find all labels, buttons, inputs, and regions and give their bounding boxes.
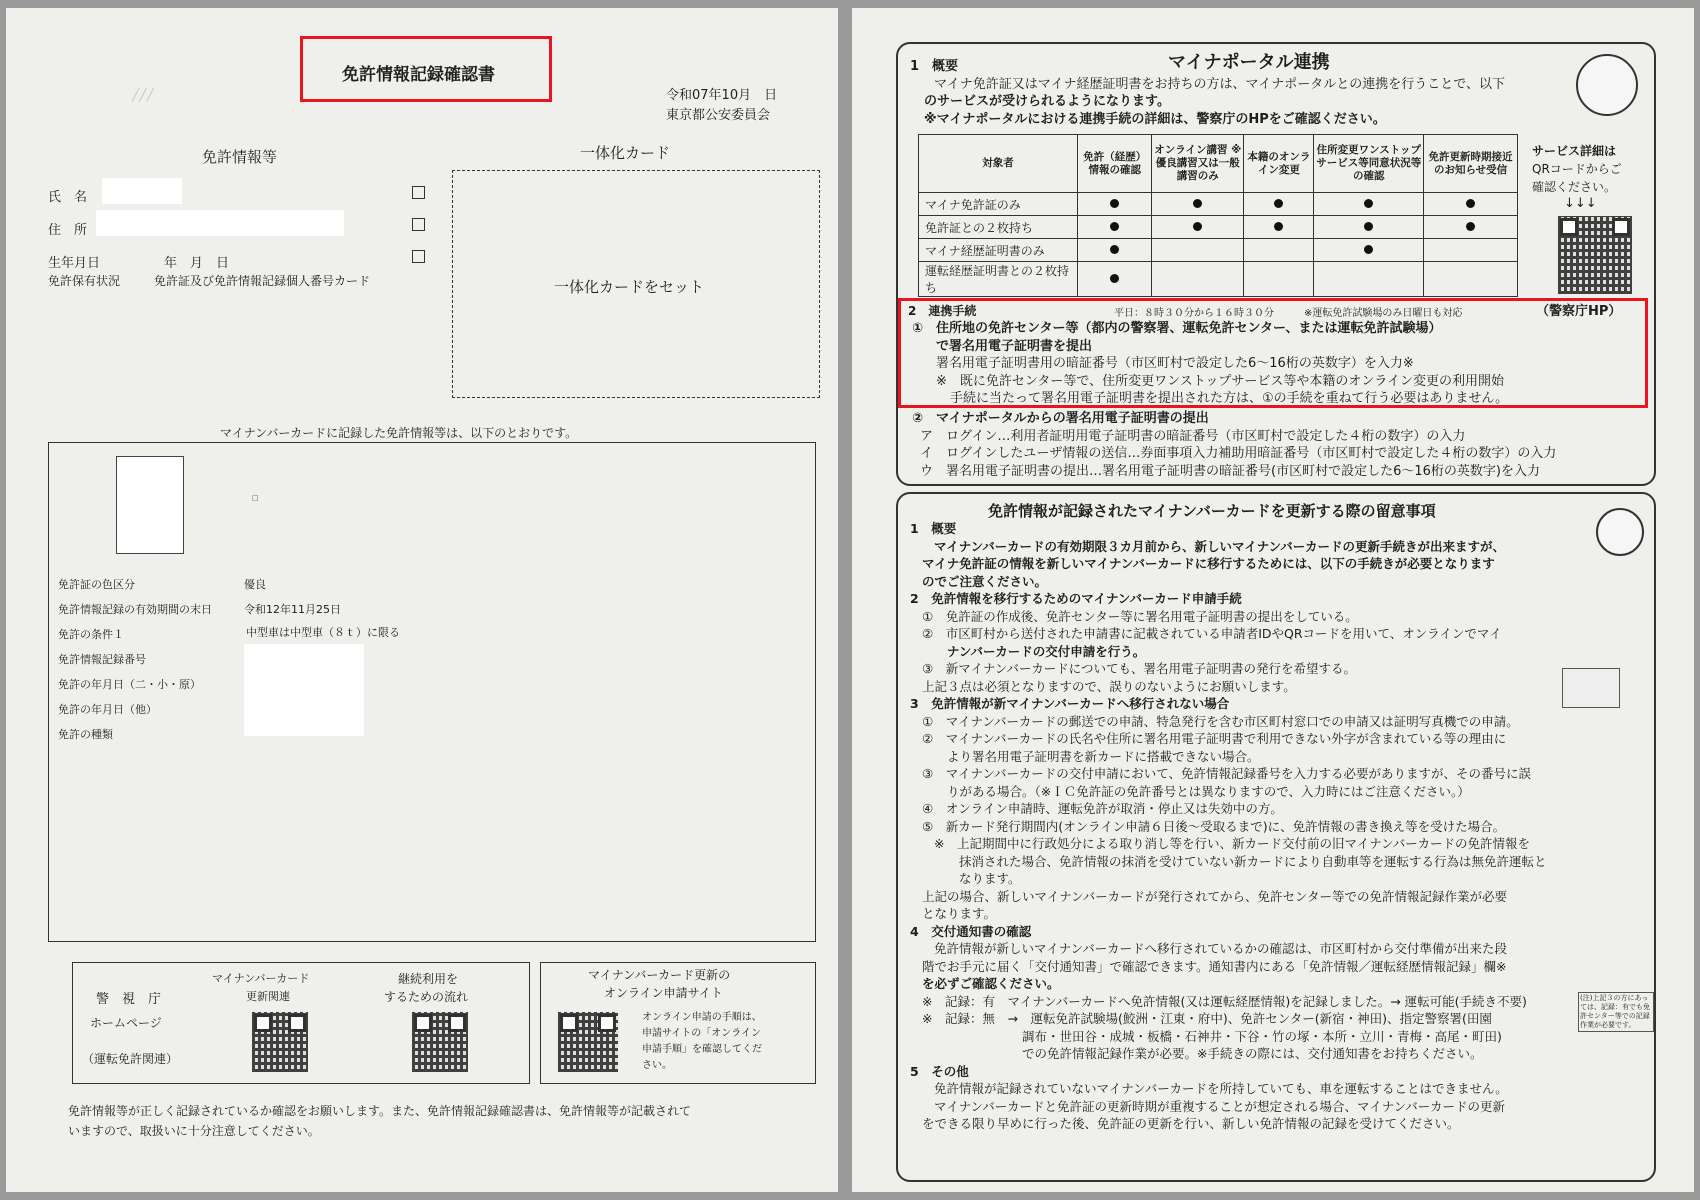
table-cell	[1314, 216, 1424, 239]
procedure-substep: ア ログイン…利用者証明用電子証明書の暗証番号（市区町村で設定した４桁の数字）の入力	[920, 428, 1466, 444]
note-line: での免許情報記録作業が必要。※手続きの際には、交付通知書をお持ちください。	[922, 1046, 1483, 1061]
qr-arrows: ↓↓↓	[1564, 196, 1597, 211]
qr-code-renewal[interactable]	[252, 1012, 308, 1072]
record-value: 令和12年11月25日	[244, 603, 341, 616]
available-dot-icon	[1364, 199, 1373, 208]
small-note: (注)上記３の方にあっては、記録：有でも免許センター等での記録作業が必要です。	[1578, 992, 1654, 1032]
note-line: 階でお手元に届く「交付通知書」で確認できます。通知書内にある「免許情報／運転経歴情報記録」欄※	[922, 958, 1507, 974]
note-line: となります。	[922, 906, 997, 921]
online-note: オンライン申請の手順は、	[642, 1012, 762, 1023]
bottom-note-1: 免許情報等が正しく記録されているか確認をお願いします。また、免許情報記録確認書は、免許情報等が記載されて	[68, 1104, 692, 1118]
table-header: オンライン講習 ※優良講習又は一般講習のみ	[1152, 135, 1244, 193]
card-set-text: 一体化カードをセット	[554, 278, 705, 296]
name-label: 氏 名	[48, 190, 88, 205]
qr2-title-2: するための流れ	[384, 990, 469, 1004]
procedure-note: 手続に当たって署名用電子証明書を提出された方は、①の手続を重ねて行う必要はありません。	[950, 391, 1509, 406]
online-site-title-2: オンライン申請サイト	[604, 986, 723, 1000]
bleed-through-text: ╱╱╱	[132, 88, 154, 102]
office-illustration-icon	[1562, 668, 1620, 708]
table-cell	[1152, 193, 1244, 216]
record-value: 中型車は中型車（８ｔ）に限る	[246, 626, 400, 639]
renewal-notes-title: 免許情報が記録されたマイナンバーカードを更新する際の留意事項	[988, 502, 1436, 520]
license-record-confirmation-sheet	[6, 8, 838, 1192]
qr-note-2: QRコードからご	[1532, 162, 1622, 176]
highlight-box-procedure	[898, 298, 1648, 408]
table-header: 住所変更ワンストップサービス等同意状況等の確認	[1314, 135, 1424, 193]
record-label: 免許証の色区分	[58, 578, 135, 591]
table-row	[919, 262, 1518, 297]
table-row-label: 免許証との２枚持ち	[919, 216, 1078, 239]
table-cell	[1152, 239, 1244, 262]
table-cell	[1424, 262, 1518, 297]
table-cell	[1244, 262, 1314, 297]
status-label: 免許保有状況	[48, 274, 121, 288]
homepage-label: ホームページ	[90, 1016, 162, 1030]
table-row	[919, 239, 1518, 262]
note-line-emphasis: を必ずご確認ください。	[922, 976, 1060, 991]
note-line-emphasis: のでご注意ください。	[922, 573, 1048, 589]
note-line: ② 市区町村から送付された申請書に記載されている申請者IDやQRコードを用いて、オンラインでマイ	[922, 626, 1502, 641]
qr1-title-2: 更新関連	[246, 990, 290, 1003]
procedure-substep: ウ 署名用電子証明書の提出…署名用電子証明書の暗証番号(市区町村で設定した6～16桁の英数字)を入力	[920, 463, 1540, 479]
record-value: 優良	[244, 578, 266, 591]
police-org: 警 視 庁	[96, 992, 162, 1007]
note-line: ③ マイナンバーカードの交付申請において、免許情報記録番号を入力する必要がありますが、その番号に誤	[922, 766, 1531, 781]
table-cell	[1078, 262, 1152, 297]
available-dot-icon	[1466, 199, 1475, 208]
table-header: 対象者	[919, 135, 1078, 193]
portal-submission-block	[912, 410, 1642, 480]
procedure-step: で署名用電子証明書を提出	[936, 338, 1093, 354]
qr-code-continued-use[interactable]	[412, 1012, 468, 1072]
status-value: 免許証及び免許情報記録個人番号カード	[154, 274, 371, 288]
issuer: 東京都公安委員会	[666, 108, 771, 123]
procedure-note: ※ 既に免許センター等で、住所変更ワンストップサービス等や本籍のオンライン変更の利用開始	[936, 373, 1504, 389]
table-cell	[1314, 239, 1424, 262]
record-intro: マイナンバーカードに記録した免許情報等は、以下のとおりです。	[220, 426, 578, 440]
overview-note: ※マイナポータルにおける連携手続の詳細は、警察庁のHPをご確認ください。	[924, 111, 1386, 127]
overview-line: のサービスが受けられるようになります。	[924, 94, 1170, 109]
note-line: ② マイナンバーカードの氏名や住所に署名用電子証明書で利用できない外字が含まれている等の理由に	[922, 731, 1507, 746]
note-line: 抹消された場合、免許情報の抹消を受けていない新カードにより自動車等を運転する行為は無免許運転と	[934, 853, 1547, 869]
available-dot-icon	[1110, 199, 1119, 208]
table-header: 免許（経歴）情報の確認	[1078, 135, 1152, 193]
birth-check-box	[412, 250, 425, 263]
record-label: 免許情報記録番号	[58, 653, 146, 666]
table-cell	[1314, 193, 1424, 216]
table-row-label: マイナ免許証のみ	[919, 193, 1078, 216]
myna-portal-title: マイナポータル連携	[1168, 52, 1330, 73]
available-dot-icon	[1110, 222, 1119, 231]
note-line-emphasis: 2 免許情報を移行するためのマイナンバーカード申請手続	[910, 591, 1242, 606]
table-cell	[1152, 216, 1244, 239]
procedure-step: ① 住所地の免許センター等（都内の警察署、運転免許センター、または運転免許試験場）	[912, 321, 1442, 336]
record-label: 免許の条件１	[58, 628, 124, 641]
table-row-label: マイナ経歴証明書のみ	[919, 239, 1078, 262]
note-line: ① マイナンバーカードの郵送での申請、特急発行を含む市区町村窓口での申請又は証明写真機での申請。	[922, 713, 1519, 729]
qr-caption: （警察庁HP）	[1536, 304, 1622, 319]
record-label: 免許の年月日（他）	[58, 703, 157, 716]
redacted-record-values	[244, 644, 364, 736]
birth-value: 年 月 日	[164, 256, 230, 271]
table-cell	[1424, 216, 1518, 239]
table-cell	[1078, 239, 1152, 262]
homepage-sub: （運転免許関連）	[82, 1052, 179, 1066]
table-cell	[1152, 262, 1244, 297]
bottom-note-2: いますので、取扱いに十分注意してください。	[68, 1124, 320, 1138]
table-header: 本籍のオンライン変更	[1244, 135, 1314, 193]
table-cell	[1424, 239, 1518, 262]
available-dot-icon	[1364, 245, 1373, 254]
table-header: 免許更新時期接近のお知らせ受信	[1424, 135, 1518, 193]
note-line: ※ 上記期間中に行政処分による取り消し等を行い、新カード交付前の旧マイナンバーカードの免許情報を	[934, 836, 1530, 851]
available-dot-icon	[1193, 222, 1202, 231]
overview-block	[910, 58, 1600, 128]
qr1-title-1: マイナンバーカード	[212, 972, 310, 985]
note-line: なります。	[934, 871, 1021, 886]
note-line-emphasis: マイナンバーカードの有効期限３カ月前から、新しいマイナンバーカードの更新手続きが出来ますが、	[934, 538, 1506, 554]
record-label: 免許の年月日（二・小・原）	[58, 678, 201, 691]
address-label: 住 所	[48, 223, 88, 238]
table-cell	[1244, 239, 1314, 262]
address-check-box	[412, 218, 425, 231]
note-line: 調布・世田谷・成城・板橋・石神井・下谷・竹の塚・本所・立川・青梅・高尾・町田)	[922, 1028, 1502, 1044]
online-note: 申請サイトの「オンライン	[642, 1028, 761, 1039]
available-dot-icon	[1466, 222, 1475, 231]
available-dot-icon	[1110, 274, 1119, 283]
table-row	[919, 216, 1518, 239]
online-site-title-1: マイナンバーカード更新の	[588, 968, 731, 982]
service-table	[918, 134, 1518, 297]
note-line: より署名用電子証明書を新カードに搭載できない場合。	[922, 748, 1260, 764]
procedure-step: ② マイナポータルからの署名用電子証明書の提出	[912, 411, 1209, 426]
qr-note-1: サービス詳細は	[1532, 144, 1617, 158]
note-line: 免許情報が新しいマイナンバーカードへ移行されているかの確認は、市区町村から交付準備が出来た段	[934, 941, 1508, 956]
note-line-emphasis: 5 その他	[910, 1063, 969, 1079]
procedure-step: 署名用電子証明書用の暗証番号（市区町村で設定した6～16桁の英数字）を入力※	[936, 356, 1414, 371]
section-heading: 1 概要	[910, 59, 959, 74]
photo-placeholder	[116, 456, 184, 554]
note-line-emphasis: ナンバーカードの交付申請を行う。	[922, 643, 1146, 659]
name-check-box	[412, 186, 425, 199]
table-cell	[1424, 193, 1518, 216]
available-dot-icon	[1110, 245, 1119, 254]
note-line: ③ 新マイナンバーカードについても、署名用電子証明書の発行を希望する。	[922, 661, 1356, 676]
note-line: ※ 記録：無 → 運転免許試験場(鮫洲・江東・府中)、免許センター(新宿・神田)、指定警察署(田園	[922, 1011, 1492, 1026]
available-dot-icon	[1274, 222, 1283, 231]
table-row-label: 運転経歴証明書との２枚持ち	[919, 262, 1078, 297]
card-section-label: 一体化カード	[580, 144, 671, 162]
table-cell	[1078, 193, 1152, 216]
birth-label: 生年月日	[48, 256, 101, 271]
note-line-emphasis: 4 交付通知書の確認	[910, 923, 1032, 939]
note-line: 上記３点は必須となりますので、誤りのないようにお願いします。	[922, 678, 1296, 694]
available-dot-icon	[1364, 222, 1373, 231]
qr-code-npa[interactable]	[1558, 216, 1632, 294]
note-line: 免許情報が記録されていないマイナンバーカードを所持していても、車を運転することはできません。	[934, 1081, 1508, 1096]
information-leaflet	[852, 8, 1694, 1192]
available-dot-icon	[1274, 199, 1283, 208]
available-dot-icon	[1193, 199, 1202, 208]
table-cell	[1078, 216, 1152, 239]
renewal-notes-body	[898, 520, 1648, 1133]
qr-note-3: 確認ください。	[1532, 180, 1617, 194]
table-row	[919, 193, 1518, 216]
record-label: 免許の種類	[58, 728, 113, 741]
highlight-box-title	[300, 36, 552, 102]
note-line: 上記の場合、新しいマイナンバーカードが発行されてから、免許センター等での免許情報記録作業が必要	[922, 888, 1508, 904]
page-title: 免許情報記録確認書	[342, 65, 495, 85]
redacted-name	[102, 178, 182, 204]
note-line-emphasis: マイナ免許証の情報を新しいマイナンバーカードに移行するためには、以下の手続きが必要となります	[922, 556, 1495, 571]
table-cell	[1244, 193, 1314, 216]
section-heading: 2 連携手続	[908, 304, 977, 318]
redacted-address	[96, 210, 344, 236]
online-note: さい。	[642, 1060, 672, 1071]
note-line: ① 免許証の作成後、免許センター等に署名用電子証明書の提出をしている。	[922, 608, 1358, 624]
note-line: りがある場合。（※ＩＣ免許証の免許番号とは異なりますので、入力時にはご注意ください。）	[922, 783, 1470, 799]
table-cell	[1314, 262, 1424, 297]
table-cell	[1244, 216, 1314, 239]
note-line: マイナンバーカードと免許証の更新時期が重複することが想定される場合、マイナンバーカードの更新	[934, 1098, 1506, 1114]
procedure-substep: イ ログインしたユーザ情報の送信…券面事項入力補助用暗証番号（市区町村で設定した４桁の数字）の入力	[920, 446, 1557, 461]
note-line-emphasis: 1 概要	[910, 521, 957, 536]
check-mark-note: □	[252, 494, 259, 502]
qr2-title-1: 継続利用を	[398, 972, 459, 986]
license-section-label: 免許情報等	[202, 148, 278, 166]
online-note: 申請手順」を確認してくだ	[642, 1044, 762, 1055]
note-line: ⑤ 新カード発行期間内(オンライン申請６日後～受取るまで)に、免許情報の書き換え等を受けた場合。	[922, 818, 1506, 834]
note-line: ※ 記録：有 マイナンバーカードへ免許情報(又は運転経歴情報)を記録しました。→ 運転可能(手続き不要)	[922, 993, 1527, 1009]
note-line: ④ オンライン申請時、運転免許が取消・停止又は失効中の方。	[922, 801, 1283, 816]
issue-date: 令和07年10月 日	[666, 88, 778, 103]
record-label: 免許情報記録の有効期間の末日	[58, 603, 212, 616]
office-hours: 平日：８時３０分から１６時３０分 ※運転免許試験場のみ日曜日も対応	[1114, 308, 1463, 319]
note-line: をできる限り早めに行った後、免許証の更新を行い、新しい免許情報の記録を受けてください。	[922, 1116, 1460, 1131]
qr-code-online-application[interactable]	[558, 1012, 618, 1072]
overview-line: マイナ免許証又はマイナ経歴証明書をお持ちの方は、マイナポータルとの連携を行うことで、以下	[934, 76, 1505, 92]
note-line-emphasis: 3 免許情報が新マイナンバーカードへ移行されない場合	[910, 696, 1230, 711]
